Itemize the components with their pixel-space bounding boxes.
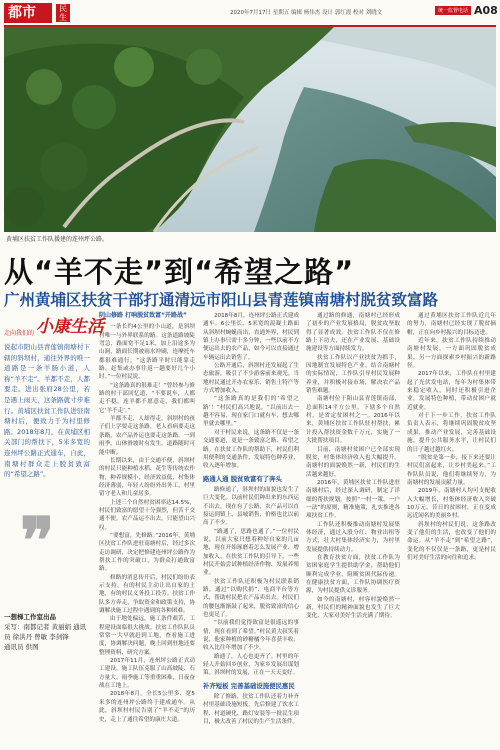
paragraph: 扶贫工作队还积极为村民联系销路，通过“以购代捐”、电商平台等方式，帮助村民把农产品卖出去。村民们的腰包渐渐鼓了起来，脱贫致富的信心也更足了。	[203, 578, 299, 619]
paragraph: 长期以来，由于交通不便，斜坝村的村民只能种植水稻、花生等传统农作物，种养规模小，经济效益低，村集体经济薄弱，年轻人纷纷外出务工，村里留守老人和儿童居多。	[99, 457, 195, 498]
page-number: A08	[474, 4, 498, 17]
paragraph: 2017年11月，连州坪公路正式动工建设。施工队伍克服了山高坡陡、石方量大、雨季施工等重重困难，日夜奋战在工地上。	[99, 658, 195, 690]
paragraph: 修路的消息传开后，村民们纷纷表示支持。有的村民主动让出自家的土地，有的村民义务投工投劳。扶贫工作队多方奔走，争取资金和政策支持，协调解决施工过程中遇到的各种困难。	[99, 574, 195, 615]
column-logo-main: 小康生活	[36, 317, 104, 337]
section-tag: 都市	[4, 3, 52, 23]
paragraph: 工作队还积极推动南塘村发展集体经济，通过入股分红、物业出租等方式，壮大村集体经济实力，为村里发展提供持续动力。	[306, 521, 400, 553]
paragraph: 如今的南塘村，村容村貌焕然一新，村民们的精神面貌也发生了巨大变化，大家对美好生活充满了期待。	[306, 596, 400, 620]
paragraph: 斜坝村的村民们说，这条路改变了他们的生活，也改变了他们的命运。从“羊不走”到“希望之路”，变化的不仅仅是一条路，更是村民们对美好生活的向往和追求。	[407, 521, 496, 561]
paragraph: 2018年8月，全长5公里多、宽5米多的连州坪公路终于建成通车。从此，斜坝村村民告别了“羊不走”的历史，走上了通往希望的康庄大道。	[99, 691, 195, 723]
paragraph: 在教育扶贫方面，扶贫工作队为贫困家庭学生提供助学金，帮助他们顺利完成学业，阻断贫困代际传递。在健康扶贫方面，工作队协调医疗资源，为村民提供义诊服务。	[306, 554, 400, 595]
paragraph: 对于下一步工作，扶贫工作队负责人表示，将继续巩固脱贫攻坚成果，推动产业发展，完善基础设施，提升公共服务水平，让村民们的日子越过越红火。	[407, 413, 496, 453]
lead-photo	[4, 27, 496, 232]
section-heading: 补齐短板 完善基础设施便民惠民	[203, 681, 295, 690]
paragraph: 对于村民来说，这条路不仅是一条交通要道，更是一条致富之路、希望之路。在扶贫工作队的帮助下，村民们利用便利的交通条件，发展特色种养业，收入逐年增加。	[203, 429, 299, 470]
headline: 从“羊不走”到“希望之路”	[4, 255, 355, 289]
sub-section-tag: 民生	[56, 4, 70, 22]
masthead	[0, 0, 500, 26]
paragraph: “以前我们觉得致富是很遥远的事情，现在看到了希望。”村民黄大叔笑着说，他家种植的砂糖橘今年喜获丰收，收入比往年增加了不少。	[203, 620, 299, 652]
paragraph: 通过黄埔区扶贫工作队近几年的努力，南塘村已经实现了脱贫摘帽，正在向乡村振兴的目标迈进。	[407, 313, 496, 336]
article-column-2	[99, 312, 195, 724]
paragraph: “这条路真的是我们的‘希望之路’！”村民们高兴地说。“以前出去一趟不容易，现在家门口就有车，想去哪里就去哪里。”	[203, 396, 299, 428]
paragraph: “要想富，先修路。”2016年，黄埔区扶贫工作队进驻南塘村后，经过多次走访调研，决定把修建连州坪公路作为帮扶工作的突破口，为群众打通致富路。	[99, 532, 195, 573]
paragraph: 扶贫工作队以产业扶贫为抓手，因地制宜发展特色产业。结合南塘村的实际情况，工作队引导村民发展种养业，并积极对接市场，解决农产品销售难题。	[306, 354, 400, 395]
article-column-4	[306, 312, 400, 621]
paragraph: 上述三个自然村贫困率达14.5%，村民们致富的愿望十分强烈，但苦于交通不便，农产品运不出去，只能望山兴叹。	[99, 499, 195, 531]
paragraph: 南塘村位于阳山县青莲镇南部，总面积14平方公里，下辖多个自然村，是省定贫困村之一。2016年以来，黄埔区扶贫工作队驻村帮扶，累计投入帮扶资金数千万元，实施了一大批帮扶项目。	[306, 396, 400, 445]
paragraph: 除了修路，扶贫工作队还着力补齐村里基础设施短板，先后修建了饮水工程、村道硬化、路灯安装等一批民生项目，极大改善了村民的生产生活条件。	[203, 694, 299, 726]
credits	[4, 612, 90, 652]
article-column-3	[203, 312, 299, 727]
paragraph: 目前，南塘村贫困户已全部实现脱贫，村集体经济收入也大幅提升。南塘村的面貌焕然一新，村民们的生活越来越好。	[306, 446, 400, 478]
paragraph: 近年来，扶贫工作队持续推动南塘村发展，一方面巩固脱贫成果，另一方面探索乡村振兴的新路径。	[407, 338, 496, 370]
paragraph: “这条路真的很难走！”曾经参与修路的村干部回忆道，“不要说车，人都走不稳，连羊都不愿意走，我们都叫它‘羊不走’。”	[99, 382, 195, 414]
paragraph: 羊都不走，人却得走。斜坝村的孩子们上学要走这条路，老人看病要走这条路，农产品外运也要走这条路。一到雨季，山体滑坡时有发生，道路随时可能中断。	[99, 416, 195, 456]
quote-mark-icon: ❞	[20, 504, 55, 579]
column-logo	[4, 312, 104, 340]
paragraph: 公路开通后，斜坝村还发展起了生态旅游，吸引了不少游客前来观光。当地村民通过开办农家乐、销售土特产等方式增加收入。	[203, 363, 299, 395]
paragraph: 2019年，南塘村人均可支配收入大幅增长，村集体经济收入突破10万元。昔日的贫困村，正在变成远近闻名的美丽乡村。	[407, 488, 496, 520]
lead-summary: 说起市阳山县青莲镇南塘村下辖的斜坝村，通往外界的唯一道路是一条羊肠小道，人称“羊不走”。羊都不走，人都要走。进出张府28公里，若是遇上雨天，这条路就寸步难行。黄埔区扶贫工作队进驻南塘村后，便致力于为村里修路。2018年8月，在黄埔区相关部门的帮扶下，5米多宽的连州坪公路正式通车，自此，南塘村群众走上脱贫致富的“希望之路”。	[4, 343, 90, 479]
column-logo-sub: 走向我们的	[4, 330, 35, 337]
paragraph: “路通了，思路也通了。”一位村民说，以前大家只想着种好自家的几亩地，现在开始琢磨着怎么发展产业、增加收入。在扶贫工作队的引导下，一些村民开始尝试种植经济作物、发展养殖业。	[203, 528, 299, 577]
paragraph: 路修通了，斜坝村的面貌也发生了巨大变化。以前村民们种出来的东西运不出去，现在有了公路，农产品可以直接运到镇上、县城销售，价格也比以前高了不少。	[203, 486, 299, 527]
credits-line: 通讯员 供图	[4, 643, 39, 651]
credits-title: 一想梯工作室出品	[4, 613, 56, 621]
section-heading: 路通人通 脱贫致富有了奔头	[203, 474, 282, 483]
subheadline: 广州黄埔区扶贫干部打通清远市阳山县青莲镇南塘村脱贫致富路	[4, 291, 439, 309]
section-heading: 阴山修路 打响脱贫致富“开路战”	[99, 312, 187, 319]
hotline-badge: 统一监督电话	[435, 6, 471, 15]
date-line: 2020年7月17日 星期五 编辑 杨伟杰 设计 郭红霞 校对 刘晓文	[230, 10, 383, 16]
paragraph: 2018年8月，连州坪公路正式建成通车。6公里长、5米宽的混凝土路面从斜坝村蜿蜒而出，直通外界，村民到镇上办事只需十多分钟，一些以前不方便运出去的农产品，如今可以直接通过车辆运出去销售了。	[203, 313, 299, 361]
photo-caption: 黄埔区扶贫工作队援建的连州坪公路。	[6, 236, 109, 243]
paragraph: 路通了，人心也更齐了。村里的年轻人开始回乡创业，为家乡发展出谋划策。斜坝村的发展，正在一天天变好。	[203, 653, 299, 677]
paragraph: 2017年以来，工作队在村里建起了光伏发电站，每年为村集体带来稳定收入，同时还积极引进企业，发展特色种植，带动贫困户就近就业。	[407, 371, 496, 411]
paragraph: 2016年，黄埔区扶贫工作队进驻南塘村后，经过深入调研，制定了详细的帮扶规划，按照“一村一策、一户一法”的原则，精准施策，扎实推进各项扶贫工作。	[306, 479, 400, 520]
paragraph: 通过路的修通，南塘村已经形成了初步的产业发展格局，脱贫攻坚取得了显著成效。扶贫工作队不仅在修路上下功夫，还在产业发展、基础设施建设等方面持续发力。	[306, 313, 400, 353]
paragraph: 一条长约4公里的小山道，是斜坝村唯一与外界联系的路。这条道路坡陡弯急，路面宽不足1米，加上沿途多为山涧，路面长期被雨水冲刷，连摩托车都很难通行。“这条路平时只能靠走路，赶集或办事往返一趟要好几个小时。”一位村民说。	[99, 324, 195, 381]
credits-line: 采写：南都记者 黄丽娟 通讯员 徐洪丹 曾敏 李剑锋	[4, 623, 87, 641]
paragraph: “脱贫是第一步，接下来还要让村民们富起来，让乡村美起来。”工作队队员说，他们将继续努力，为南塘村的发展贡献力量。	[407, 454, 496, 486]
paragraph: 由于地处偏远，施工条件艰苦，工程建设面临很大挑战。扶贫工作队队员常常一大早就赶到工地，查看施工进度，协调解决问题，晚上回到驻地还要整理资料、研究方案。	[99, 616, 195, 656]
article-column-5	[407, 312, 496, 562]
